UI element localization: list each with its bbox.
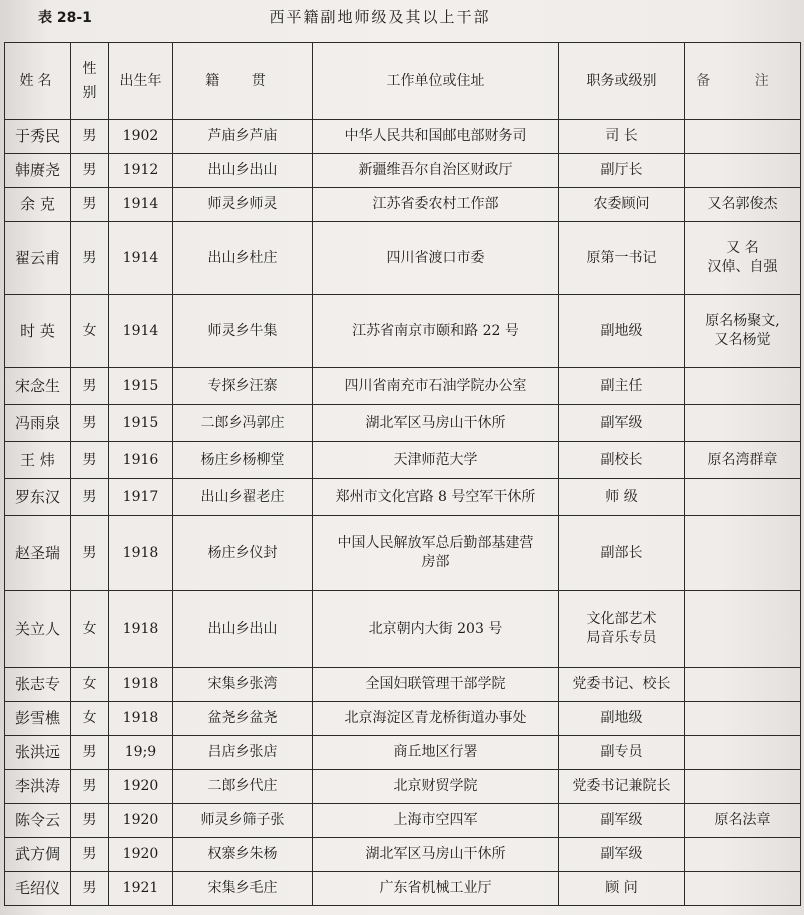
cell-remark	[685, 591, 801, 668]
cell-birth-year: 1916	[109, 442, 173, 479]
cell-position: 农委顾问	[559, 188, 685, 222]
cadre-table	[4, 42, 801, 906]
cell-native-place: 师灵乡筛子张	[173, 804, 313, 838]
cell-remark	[685, 736, 801, 770]
header-sex: 性别	[71, 43, 109, 120]
table-row	[5, 479, 801, 516]
cell-native-place: 二郎乡冯郭庄	[173, 405, 313, 442]
cell-native-place: 出山乡出山	[173, 591, 313, 668]
cell-remark	[685, 154, 801, 188]
cell-native-place: 盆尧乡盆尧	[173, 702, 313, 736]
cell-native-place: 宋集乡张湾	[173, 668, 313, 702]
table-row	[5, 668, 801, 702]
cell-workplace: 商丘地区行署	[313, 736, 559, 770]
cell-birth-year: 1914	[109, 295, 173, 368]
cell-sex: 女	[71, 295, 109, 368]
cell-position: 副部长	[559, 516, 685, 591]
table-row	[5, 591, 801, 668]
cell-birth-year: 1918	[109, 702, 173, 736]
table-row	[5, 188, 801, 222]
cell-remark	[685, 405, 801, 442]
cell-sex: 男	[71, 442, 109, 479]
cell-remark	[685, 838, 801, 872]
cell-birth-year: 1915	[109, 405, 173, 442]
cell-remark	[685, 770, 801, 804]
cell-workplace: 湖北军区马房山干休所	[313, 405, 559, 442]
cell-native-place: 杨庄乡杨柳堂	[173, 442, 313, 479]
cell-name: 王 炜	[5, 442, 71, 479]
cell-remark	[685, 479, 801, 516]
cell-native-place: 权寨乡朱杨	[173, 838, 313, 872]
cell-position: 党委书记兼院长	[559, 770, 685, 804]
table-row	[5, 516, 801, 591]
header-native-place: 籍 贯	[173, 43, 313, 120]
cell-name: 余 克	[5, 188, 71, 222]
cell-workplace: 湖北军区马房山干休所	[313, 838, 559, 872]
cell-workplace: 四川省渡口市委	[313, 222, 559, 295]
cell-native-place: 吕店乡张店	[173, 736, 313, 770]
cell-birth-year: 1920	[109, 804, 173, 838]
cell-position: 副地级	[559, 702, 685, 736]
table-row	[5, 368, 801, 405]
cell-workplace: 郑州市文化宫路 8 号空军干休所	[313, 479, 559, 516]
table-row	[5, 295, 801, 368]
cell-name: 宋念生	[5, 368, 71, 405]
cell-birth-year: 1918	[109, 591, 173, 668]
table-row	[5, 405, 801, 442]
cell-position: 党委书记、校长	[559, 668, 685, 702]
cell-sex: 男	[71, 770, 109, 804]
header-position: 职务或级别	[559, 43, 685, 120]
cell-workplace: 北京朝内大街 203 号	[313, 591, 559, 668]
cell-workplace: 天津师范大学	[313, 442, 559, 479]
table-body	[5, 120, 801, 906]
header-remark: 备 注	[685, 43, 801, 120]
cell-workplace: 全国妇联管理干部学院	[313, 668, 559, 702]
cell-position: 副地级	[559, 295, 685, 368]
cell-name: 张洪远	[5, 736, 71, 770]
cell-name: 冯雨泉	[5, 405, 71, 442]
cell-sex: 男	[71, 736, 109, 770]
table-number: 表 28-1	[38, 10, 92, 26]
cell-position: 文化部艺术 局音乐专员	[559, 591, 685, 668]
cell-sex: 男	[71, 188, 109, 222]
cell-birth-year: 19;9	[109, 736, 173, 770]
cell-workplace: 中华人民共和国邮电部财务司	[313, 120, 559, 154]
cell-sex: 女	[71, 668, 109, 702]
table-title: 西平籍副地师级及其以上干部	[269, 8, 491, 26]
cell-name: 陈令云	[5, 804, 71, 838]
cell-birth-year: 1914	[109, 188, 173, 222]
cell-position: 副校长	[559, 442, 685, 479]
cell-remark	[685, 120, 801, 154]
table-row	[5, 222, 801, 295]
cell-name: 毛绍仪	[5, 872, 71, 906]
cell-name: 时 英	[5, 295, 71, 368]
cell-name: 张志专	[5, 668, 71, 702]
cell-name: 韩赓尧	[5, 154, 71, 188]
cell-birth-year: 1902	[109, 120, 173, 154]
header-name: 姓名	[5, 43, 71, 120]
cell-workplace: 江苏省委农村工作部	[313, 188, 559, 222]
cell-native-place: 师灵乡师灵	[173, 188, 313, 222]
cell-position: 顾 问	[559, 872, 685, 906]
cell-sex: 男	[71, 516, 109, 591]
cell-native-place: 出山乡出山	[173, 154, 313, 188]
cell-sex: 男	[71, 368, 109, 405]
cell-position: 司 长	[559, 120, 685, 154]
cell-name: 于秀民	[5, 120, 71, 154]
table-row	[5, 442, 801, 479]
cell-workplace: 北京海淀区青龙桥街道办事处	[313, 702, 559, 736]
cell-native-place: 专探乡汪寨	[173, 368, 313, 405]
cell-birth-year: 1918	[109, 516, 173, 591]
cell-sex: 男	[71, 479, 109, 516]
cell-name: 翟云甫	[5, 222, 71, 295]
cell-position: 副厅长	[559, 154, 685, 188]
header-row	[5, 43, 801, 120]
table-row	[5, 804, 801, 838]
cell-native-place: 宋集乡毛庄	[173, 872, 313, 906]
cell-remark: 又名郭俊杰	[685, 188, 801, 222]
cell-birth-year: 1917	[109, 479, 173, 516]
cell-workplace: 四川省南充市石油学院办公室	[313, 368, 559, 405]
cell-sex: 男	[71, 804, 109, 838]
cell-remark: 原名湾群章	[685, 442, 801, 479]
header-workplace: 工作单位或住址	[313, 43, 559, 120]
cell-workplace: 江苏省南京市颐和路 22 号	[313, 295, 559, 368]
cell-sex: 男	[71, 872, 109, 906]
cell-position: 副专员	[559, 736, 685, 770]
cell-position: 师 级	[559, 479, 685, 516]
cell-name: 罗东汉	[5, 479, 71, 516]
cell-birth-year: 1918	[109, 668, 173, 702]
cell-position: 原第一书记	[559, 222, 685, 295]
cell-position: 副军级	[559, 804, 685, 838]
cell-native-place: 杨庄乡仪封	[173, 516, 313, 591]
cell-position: 副主任	[559, 368, 685, 405]
cell-workplace: 上海市空四军	[313, 804, 559, 838]
cell-sex: 男	[71, 405, 109, 442]
cell-remark: 原名法章	[685, 804, 801, 838]
cell-workplace: 北京财贸学院	[313, 770, 559, 804]
header-birth-year: 出生年	[109, 43, 173, 120]
cell-native-place: 出山乡杜庄	[173, 222, 313, 295]
cell-name: 武方倜	[5, 838, 71, 872]
cell-remark	[685, 702, 801, 736]
cell-workplace: 广东省机械工业厅	[313, 872, 559, 906]
cell-birth-year: 1920	[109, 770, 173, 804]
table-row	[5, 154, 801, 188]
cell-native-place: 芦庙乡芦庙	[173, 120, 313, 154]
table-row	[5, 872, 801, 906]
table-row	[5, 120, 801, 154]
cell-workplace: 中国人民解放军总后勤部基建营 房部	[313, 516, 559, 591]
table-row	[5, 770, 801, 804]
cell-remark	[685, 872, 801, 906]
cell-native-place: 师灵乡牛集	[173, 295, 313, 368]
cell-workplace: 新疆维吾尔自治区财政厅	[313, 154, 559, 188]
cell-birth-year: 1914	[109, 222, 173, 295]
cell-birth-year: 1921	[109, 872, 173, 906]
table-row	[5, 702, 801, 736]
cell-native-place: 二郎乡代庄	[173, 770, 313, 804]
cell-birth-year: 1920	[109, 838, 173, 872]
cell-remark	[685, 668, 801, 702]
cell-remark	[685, 368, 801, 405]
cell-name: 李洪涛	[5, 770, 71, 804]
cell-sex: 女	[71, 702, 109, 736]
cell-sex: 女	[71, 591, 109, 668]
cell-sex: 男	[71, 154, 109, 188]
cell-position: 副军级	[559, 838, 685, 872]
cell-sex: 男	[71, 120, 109, 154]
cell-remark	[685, 516, 801, 591]
cell-birth-year: 1915	[109, 368, 173, 405]
cell-name: 彭雪樵	[5, 702, 71, 736]
cell-name: 赵圣瑞	[5, 516, 71, 591]
cell-native-place: 出山乡翟老庄	[173, 479, 313, 516]
cell-name: 关立人	[5, 591, 71, 668]
cell-birth-year: 1912	[109, 154, 173, 188]
cell-sex: 男	[71, 222, 109, 295]
table-row	[5, 736, 801, 770]
cell-remark: 原名杨聚文, 又名杨觉	[685, 295, 801, 368]
table-row	[5, 838, 801, 872]
cell-remark: 又 名 汉倬、自强	[685, 222, 801, 295]
cell-position: 副军级	[559, 405, 685, 442]
cell-sex: 男	[71, 838, 109, 872]
